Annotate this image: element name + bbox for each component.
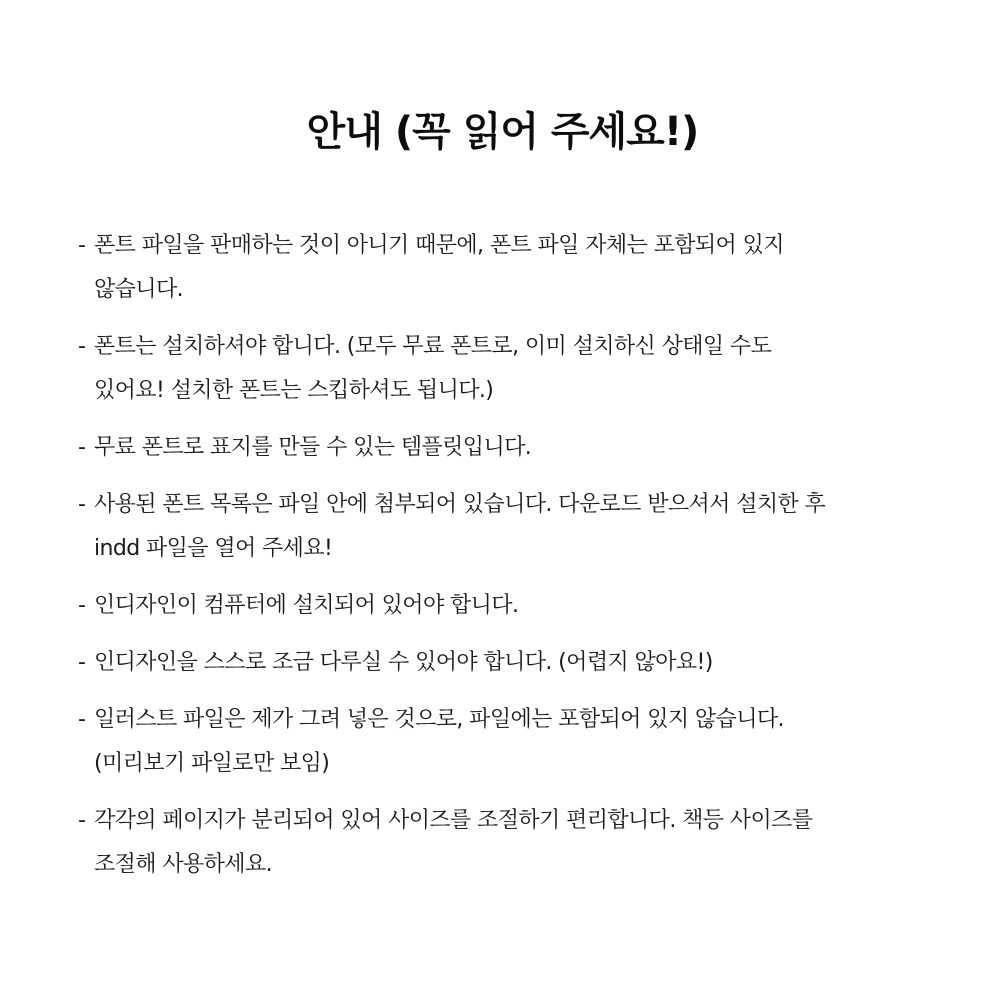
list-item [78,224,958,312]
list-item-text: 폰트 파일을 판매하는 것이 아니기 때문에, 폰트 파일 자체는 포함되어 있지 않습니다. [94,233,784,302]
list-item [78,584,958,628]
bullet-dash: - [78,650,86,675]
bullet-dash: - [78,707,86,732]
list-item-text: 인디자인이 컴퓨터에 설치되어 있어야 합니다. [94,593,519,618]
list-item [78,325,958,413]
bullet-dash: - [78,233,86,258]
list-item-text: 무료 폰트로 표지를 만들 수 있는 템플릿입니다. [94,435,532,460]
list-item [78,641,958,685]
list-item-text: 인디자인을 스스로 조금 다루실 수 있어야 합니다. (어렵지 않아요!) [94,650,713,675]
bullet-dash: - [78,593,86,618]
list-item [78,799,958,887]
bullet-dash: - [78,492,86,517]
notice-list [78,224,958,900]
list-item-text: 폰트는 설치하셔야 합니다. (모두 무료 폰트로, 이미 설치하신 상태일 수도 있어요! 설치한 폰트는 스킵하셔도 됩니다.) [94,334,772,403]
bullet-dash: - [78,334,86,359]
list-item [78,426,958,470]
list-item [78,698,958,786]
list-item-text: 사용된 폰트 목록은 파일 안에 첨부되어 있습니다. 다운로드 받으셔서 설치한 후 indd 파일을 열어 주세요! [94,492,826,561]
page-title: 안내 (꼭 읽어 주세요!) [306,109,699,155]
bullet-dash: - [78,808,86,833]
list-item [78,483,958,571]
list-item-text: 일러스트 파일은 제가 그려 넣은 것으로, 파일에는 포함되어 있지 않습니다. (미리보기 파일로만 보임) [94,707,784,776]
bullet-dash: - [78,435,86,460]
list-item-text: 각각의 페이지가 분리되어 있어 사이즈를 조절하기 편리합니다. 책등 사이즈를 조절해 사용하세요. [94,808,813,877]
